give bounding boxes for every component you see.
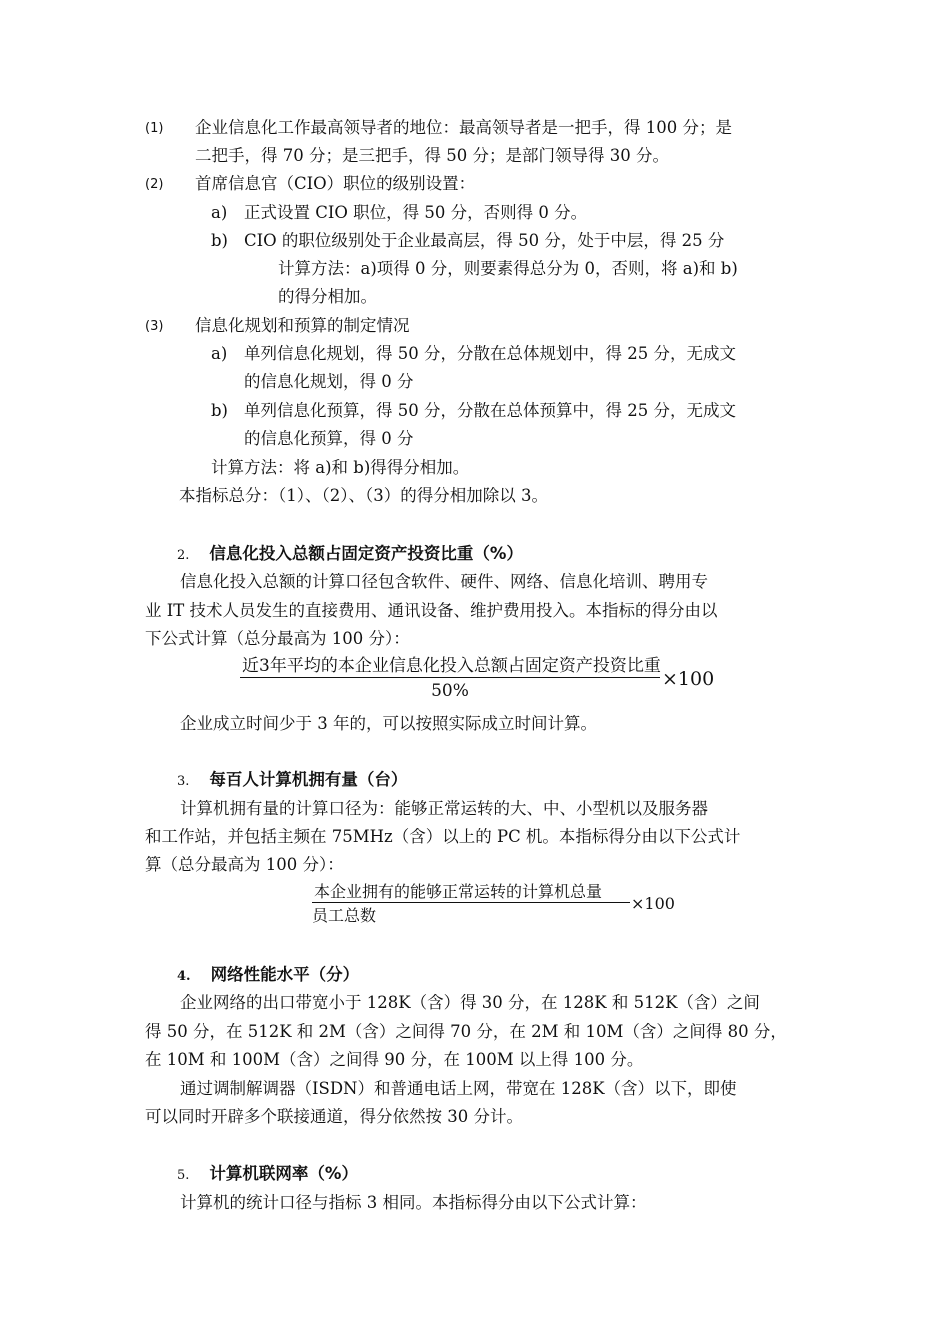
item-3-b-line-1: 单列信息化预算，得 50 分，分散在总体预算中，得 25 分，无成文 [244,401,736,420]
section-3-formula-multiplier: ×100 [631,894,675,913]
section-2-number: 2. [177,548,190,563]
section-2-para-line-3: 下公式计算（总分最高为 100 分）： [145,629,410,648]
section-2-formula-numerator: 近3年平均的本企业信息化投入总额占固定资产投资比重 [242,656,661,676]
section-3-para-line-3: 算（总分最高为 100 分）： [145,855,344,874]
section-1-total: 本指标总分：（1）、（2）、（3）的得分相加除以 3。 [179,486,548,505]
item-2-a-label: a) [211,203,228,222]
item-2-b-text: CIO 的职位级别处于企业最高层，得 50 分，处于中层，得 25 分 [244,231,725,250]
item-2-title: 首席信息官（CIO）职位的级别设置： [195,174,476,193]
section-5-heading [177,1163,358,1187]
item-3-a-line-1: 单列信息化规划，得 50 分，分散在总体规划中，得 25 分，无成文 [244,344,736,363]
item-3-a-line-2: 的信息化规划，得 0 分 [244,372,414,391]
section-5-para-line-1: 计算机的统计口径与指标 3 相同。本指标得分由以下公式计算： [180,1193,647,1212]
section-3-title: 每百人计算机拥有量（台） [209,770,408,789]
section-3-formula-denominator: 员工总数 [312,906,377,925]
section-4-para-1-line-2: 得 50 分，在 512K 和 2M（含）之间得 70 分，在 2M 和 10M（含）之间得 80 分， [145,1022,787,1041]
section-2-para-line-2: 业 IT 技术人员发生的直接费用、通讯设备、维护费用投入。本指标的得分由以 [145,601,718,620]
item-3-title: 信息化规划和预算的制定情况 [195,316,410,335]
item-2-b-label: b) [211,231,228,250]
section-2-formula-multiplier: ×100 [662,668,715,690]
item-2-calc-line-2: 的得分相加。 [278,287,377,306]
section-3-heading [177,769,407,793]
section-4-para-1-line-3: 在 10M 和 100M（含）之间得 90 分，在 100M 以上得 100 分。 [145,1050,644,1069]
section-4-title: 网络性能水平（分） [210,965,360,984]
item-2-calc-line-1: 计算方法：a)项得 0 分，则要素得总分为 0，否则，将 a)和 b) [278,259,738,278]
section-2-formula-denominator: 50% [431,681,469,701]
section-4-number: 4. [177,969,191,984]
item-3-b-label: b) [211,401,228,420]
section-2-heading [177,543,523,567]
section-3-number: 3. [177,774,190,789]
item-3-a-label: a) [211,344,228,363]
item-1-line-2: 二把手，得 70 分；是三把手，得 50 分；是部门领导得 30 分。 [195,146,669,165]
section-3-para-line-2: 和工作站，并包括主频在 75MHz（含）以上的 PC 机。本指标得分由以下公式计 [145,827,741,846]
item-2-a-text: 正式设置 CIO 职位，得 50 分，否则得 0 分。 [244,203,588,222]
section-2-formula-fraction [240,655,660,702]
item-3-calc: 计算方法：将 a)和 b)得得分相加。 [211,458,470,477]
section-5-number: 5. [177,1168,190,1183]
section-2-note: 企业成立时间少于 3 年的，可以按照实际成立时间计算。 [180,714,597,733]
item-2-label: (2) [145,177,164,192]
section-3-para-line-1: 计算机拥有量的计算口径为：能够正常运转的大、中、小型机以及服务器 [180,799,708,818]
section-4-para-2-line-1: 通过调制解调器（ISDN）和普通电话上网，带宽在 128K（含）以下，即使 [180,1079,737,1098]
item-1-line-1: 企业信息化工作最高领导者的地位：最高领导者是一把手，得 100 分；是 [195,118,732,137]
section-4-heading [177,964,359,988]
section-4-para-2-line-2: 可以同时开辟多个联接通道，得分依然按 30 分计。 [145,1107,523,1126]
section-3-formula-fraction [312,881,630,926]
section-2-para-line-1: 信息化投入总额的计算口径包含软件、硬件、网络、信息化培训、聘用专 [180,572,708,591]
item-1-label: (1) [145,121,164,136]
section-3-formula-numerator: 本企业拥有的能够正常运转的计算机总量 [312,881,630,903]
section-5-title: 计算机联网率（%） [209,1164,358,1183]
section-4-para-1-line-1: 企业网络的出口带宽小于 128K（含）得 30 分，在 128K 和 512K（含）之间 [180,993,760,1012]
item-3-label: (3) [145,319,164,334]
item-3-b-line-2: 的信息化预算，得 0 分 [244,429,414,448]
section-2-title: 信息化投入总额占固定资产投资比重（%） [209,544,523,563]
